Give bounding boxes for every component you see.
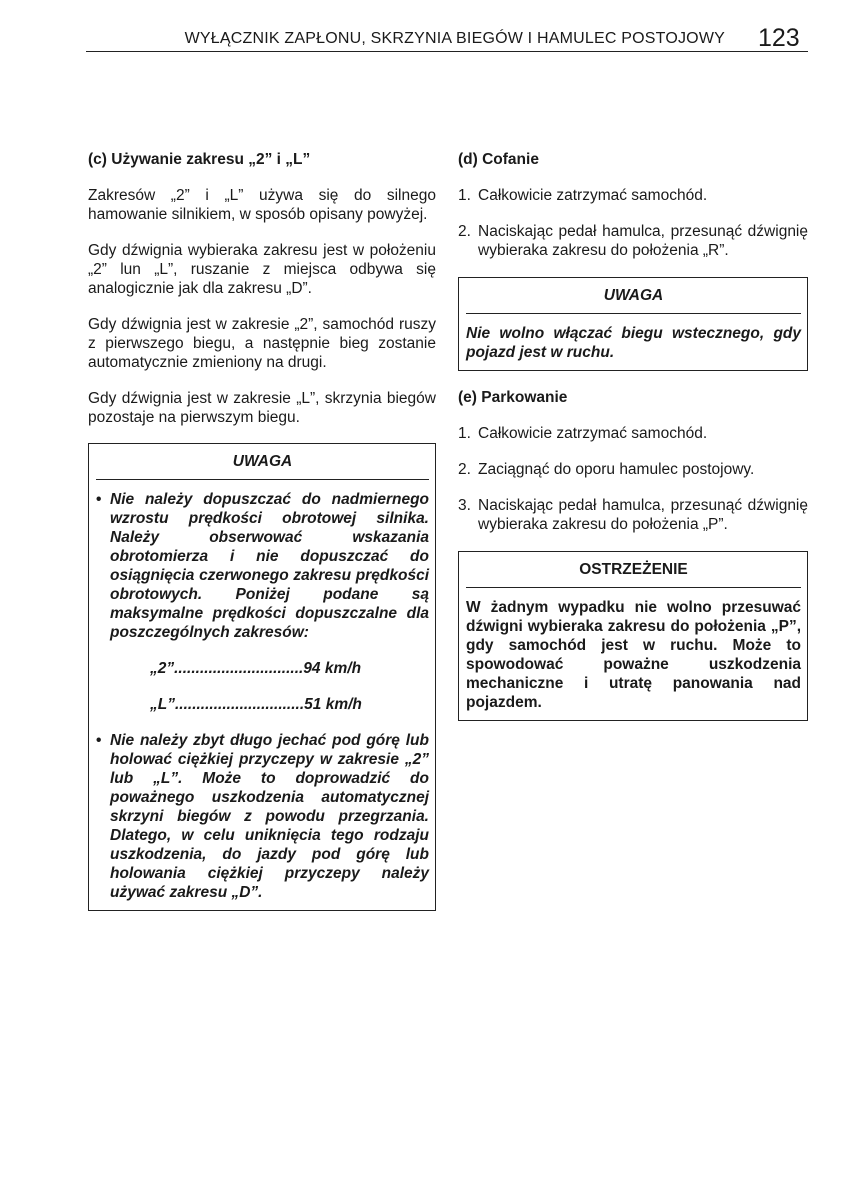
list-item bbox=[458, 222, 808, 260]
notice-bullet-text: Nie należy zbyt długo jechać pod górę lub holować ciężkiej przyczepy w zakresie „2” lub „L”. Może to doprowadzić do poważnego uszkodzenia automatycznej skrzyni biegów z powodu przegrzania. Dlatego, w celu uniknięcia tego rodzaju uszkodzenia, do jazdy pod górę lub holowania ciężkiej przyczepy należy używać zakresu „D”. bbox=[110, 732, 429, 901]
paragraph: Zakresów „2” i „L” używa się do silnego hamowanie silnikiem, w sposób opisany powyżej. bbox=[88, 187, 436, 223]
right-column bbox=[458, 150, 808, 721]
step-number: 2. bbox=[458, 461, 471, 478]
warning-box bbox=[458, 551, 808, 721]
section-heading-c: (c) Używanie zakresu „2” i „L” bbox=[88, 151, 311, 168]
cofanie-steps bbox=[458, 186, 808, 260]
header-rule bbox=[86, 51, 808, 52]
notice-title: UWAGA bbox=[466, 286, 801, 314]
step-text: Naciskając pedał hamulca, przesunąć dźwignię wybieraka zakresu do położenia „R”. bbox=[478, 223, 808, 259]
bullet-dot-icon: • bbox=[96, 732, 102, 749]
notice-title: UWAGA bbox=[96, 452, 429, 480]
step-text: Całkowicie zatrzymać samochód. bbox=[478, 187, 708, 204]
step-text: Naciskając pedał hamulca, przesunąć dźwignię wybieraka zakresu do położenia „P”. bbox=[478, 497, 808, 533]
speed-limit-l: „L”..............................51 km/h bbox=[150, 696, 362, 713]
bullet-dot-icon: • bbox=[96, 491, 102, 508]
list-item bbox=[458, 424, 808, 443]
running-header: WYŁĄCZNIK ZAPŁONU, SKRZYNIA BIEGÓW I HAMULEC POSTOJOWY bbox=[184, 30, 725, 47]
notice-box-reverse bbox=[458, 277, 808, 371]
list-item bbox=[458, 460, 808, 479]
notice-text: Nie wolno włączać biegu wstecznego, gdy pojazd jest w ruchu. bbox=[466, 325, 801, 361]
parkowanie-steps bbox=[458, 424, 808, 534]
notice-bullet bbox=[96, 731, 429, 902]
section-heading-e: (e) Parkowanie bbox=[458, 389, 568, 406]
step-number: 3. bbox=[458, 497, 471, 514]
step-number: 1. bbox=[458, 425, 471, 442]
step-text: Całkowicie zatrzymać samochód. bbox=[478, 425, 708, 442]
list-item bbox=[458, 496, 808, 534]
speed-limit-2: „2”..............................94 km/h bbox=[150, 660, 362, 677]
page-number: 123 bbox=[758, 24, 800, 52]
notice-bullet-text: Nie należy dopuszczać do nadmiernego wzrostu prędkości obrotowej silnika. Należy obserwować wskazania obrotomierza i nie dopuszczać do osiągnięcia czerwonego zakresu prędkości obrotowych. Poniżej podane są maksymalne prędkości dopuszczalne dla poszczególnych zakresów: bbox=[110, 491, 429, 641]
paragraph: Gdy dźwignia jest w zakresie „2”, samochód ruszy z pierwszego biegu, a następnie bieg zostanie automatycznie zmieniony na drugi. bbox=[88, 316, 436, 371]
step-text: Zaciągnąć do oporu hamulec postojowy. bbox=[478, 461, 755, 478]
section-heading-d: (d) Cofanie bbox=[458, 151, 539, 168]
warning-title: OSTRZEŻENIE bbox=[466, 560, 801, 588]
paragraph: Gdy dźwignia jest w zakresie „L”, skrzynia biegów pozostaje na pierwszym biegu. bbox=[88, 390, 436, 426]
notice-box-left bbox=[88, 443, 436, 911]
notice-bullet bbox=[96, 490, 429, 642]
paragraph: Gdy dźwignia wybieraka zakresu jest w położeniu „2” lun „L”, ruszanie z miejsca odbywa się analogicznie jak dla zakresu „D”. bbox=[88, 242, 436, 297]
step-number: 2. bbox=[458, 223, 471, 240]
list-item bbox=[458, 186, 808, 205]
warning-text: W żadnym wypadku nie wolno przesuwać dźwigni wybieraka zakresu do położenia „P”, gdy samochód jest w ruchu. Może to spowodować poważne uszkodzenia mechaniczne i utratę panowania nad pojazdem. bbox=[466, 599, 801, 711]
step-number: 1. bbox=[458, 187, 471, 204]
left-column bbox=[88, 150, 436, 911]
